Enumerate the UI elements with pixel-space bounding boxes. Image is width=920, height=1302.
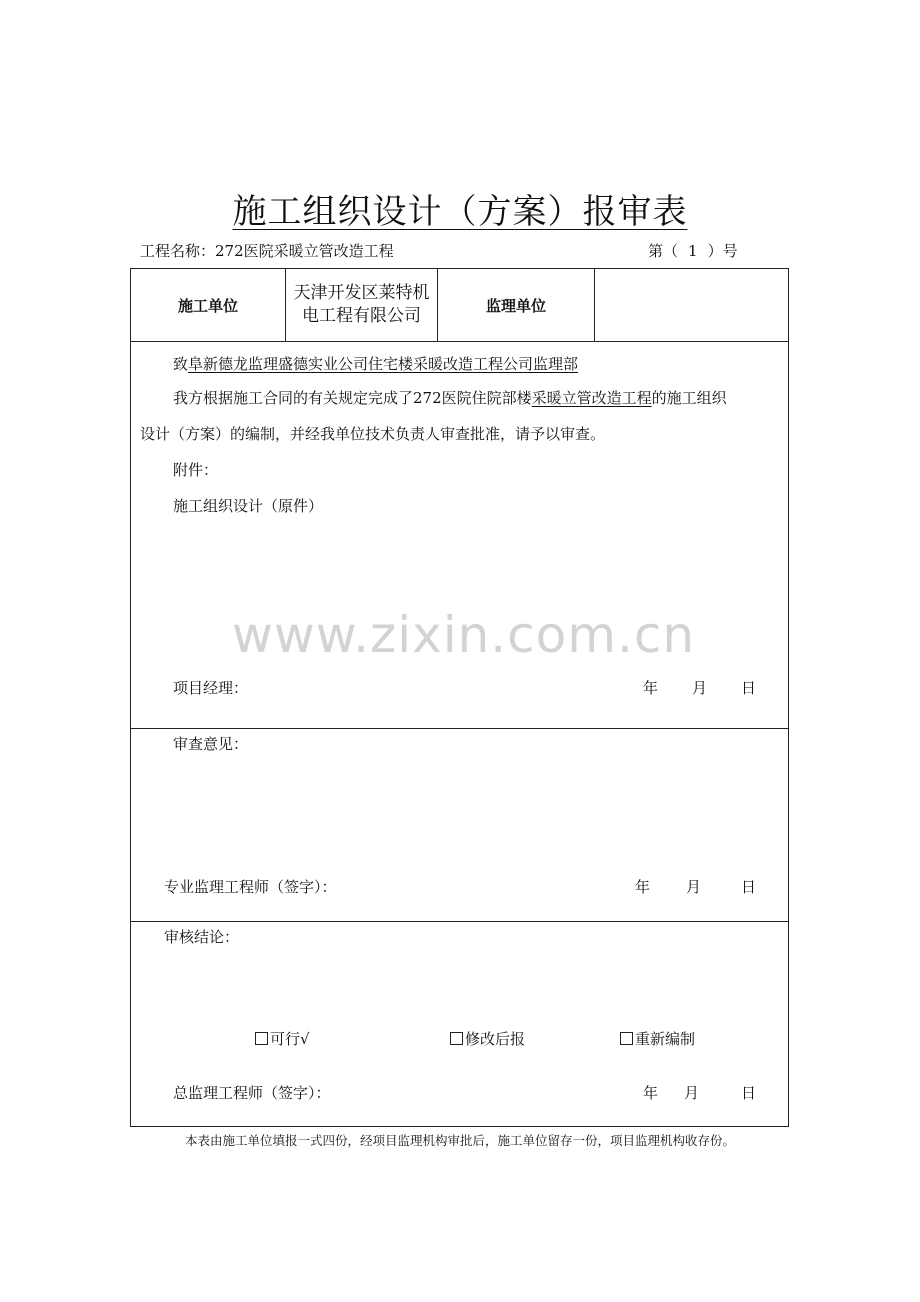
units-row xyxy=(131,269,788,342)
checkbox-icon[interactable] xyxy=(255,1032,268,1045)
supervision-unit-label: 监理单位 xyxy=(438,269,595,341)
supervision-unit-value xyxy=(595,269,790,341)
checkbox-icon[interactable] xyxy=(620,1032,633,1045)
date-year: 年 xyxy=(635,878,651,896)
construction-unit-value: 天津开发区莱特机电工程有限公司 xyxy=(286,269,438,341)
date-day: 日 xyxy=(741,1084,757,1102)
footer-note: 本表由施工单位填报一式四份，经项目监理机构审批后，施工单位留存一份，项目监理机构收存份。 xyxy=(184,1133,735,1148)
project-name: 工程名称：272医院采暖立管改造工程 xyxy=(140,242,394,260)
attachment-item: 施工组织设计（原件） xyxy=(173,497,324,515)
application-body-line1: 我方根据施工合同的有关规定完成了272医院住院部楼采暖立管改造工程的施工组织 xyxy=(173,389,727,407)
watermark: www.zixin.com.cn xyxy=(232,606,696,664)
approval-form-table xyxy=(130,268,789,1127)
form-title: 施工组织设计（方案）报审表 xyxy=(232,192,688,232)
option-approve[interactable]: 可行√ xyxy=(255,1028,310,1049)
review-opinion-label: 审查意见： xyxy=(173,735,249,753)
addressee-line: 致阜新德龙监理盛德实业公司住宅楼采暖改造工程公司监理部 xyxy=(173,355,579,373)
option-redo[interactable]: 重新编制 xyxy=(620,1028,695,1049)
option-revise-resubmit[interactable]: 修改后报 xyxy=(450,1028,525,1049)
construction-unit-label: 施工单位 xyxy=(131,269,286,341)
serial-number: 第（ 1 ）号 xyxy=(648,242,738,260)
chief-engineer-signer-label: 总监理工程师（签字）： xyxy=(173,1084,331,1102)
date-year: 年 xyxy=(643,1084,659,1102)
review-section xyxy=(131,729,788,922)
date-month: 月 xyxy=(692,679,708,697)
review-signer-label: 专业监理工程师（签字）： xyxy=(164,878,337,896)
checkbox-icon[interactable] xyxy=(450,1032,463,1045)
date-day: 日 xyxy=(741,878,757,896)
project-manager-label: 项目经理： xyxy=(173,679,249,697)
date-day: 日 xyxy=(741,679,757,697)
date-month: 月 xyxy=(684,1084,700,1102)
date-month: 月 xyxy=(686,878,702,896)
date-year: 年 xyxy=(643,679,659,697)
application-section xyxy=(131,342,788,729)
application-body-line2: 设计（方案）的编制，并经我单位技术负责人审查批准，请予以审查。 xyxy=(140,425,606,443)
conclusion-section xyxy=(131,922,788,1126)
attachment-label: 附件： xyxy=(173,461,219,479)
conclusion-label: 审核结论： xyxy=(164,928,240,946)
